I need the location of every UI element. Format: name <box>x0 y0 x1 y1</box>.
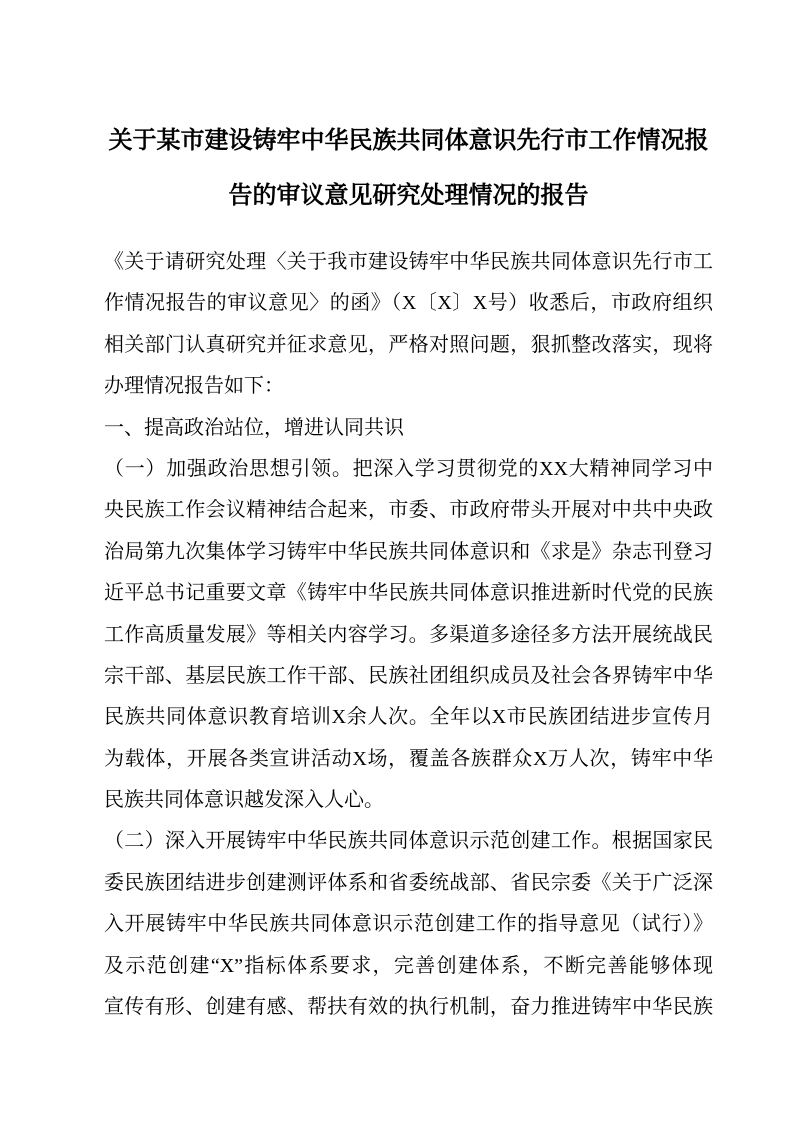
document-title-line-2: 告的审议意见研究处理情况的报告 <box>228 183 589 209</box>
body-line: 及示范创建“X”指标体系要求，完善创建体系，不断完善能够体现 <box>104 954 713 977</box>
document-title <box>104 114 713 224</box>
paragraph-intro <box>104 242 713 408</box>
body-line: 民族共同体意识越发深入人心。 <box>104 789 384 812</box>
body-line: 宣传有形、创建有感、帮扶有效的执行机制，奋力推进铸牢中华民族 <box>104 996 713 1019</box>
body-line: 委民族团结进步创建测评体系和省委统战部、省民宗委《关于广泛深 <box>104 871 713 894</box>
body-line: 治局第九次集体学习铸牢中华民族共同体意识和《求是》杂志刊登习 <box>104 540 713 563</box>
body-line: 工作高质量发展》等相关内容学习。多渠道多途径多方法开展统战民 <box>104 623 713 646</box>
body-line: 一、提高政治站位，增进认同共识 <box>104 416 404 439</box>
body-line: 为载体，开展各类宣讲活动X场，覆盖各族群众X万人次，铸牢中华 <box>104 747 713 770</box>
body-line: 近平总书记重要文章《铸牢中华民族共同体意识推进新时代党的民族 <box>104 582 713 605</box>
body-line: 《关于请研究处理〈关于我市建设铸牢中华民族共同体意识先行市工 <box>104 251 713 273</box>
body-line: 办理情况报告如下： <box>104 375 284 398</box>
body-line: 宗干部、基层民族工作干部、民族社团组织成员及社会各界铸牢中华 <box>104 664 713 687</box>
body-line: 入开展铸牢中华民族共同体意识示范创建工作的指导意见（试行）》 <box>104 913 713 936</box>
paragraph-item-2 <box>104 821 713 1028</box>
paragraph-section-1-heading <box>104 408 713 449</box>
paragraph-item-1 <box>104 449 713 822</box>
body-line: 相关部门认真研究并征求意见，严格对照问题，狠抓整改落实，现将 <box>104 333 713 356</box>
body-line: 央民族工作会议精神结合起来，市委、市政府带头开展对中共中央政 <box>104 499 713 522</box>
body-line: （一）加强政治思想引领。把深入学习贯彻党的XX大精神同学习中 <box>104 457 713 480</box>
document-body <box>104 242 713 1028</box>
body-line: 作情况报告的审议意见〉的函》（X〔X〕X号）收悉后，市政府组织 <box>104 292 713 315</box>
body-line: （二）深入开展铸牢中华民族共同体意识示范创建工作。根据国家民 <box>104 830 713 853</box>
document-title-line-1: 关于某市建设铸牢中华民族共同体意识先行市工作情况报 <box>108 128 709 154</box>
body-line: 民族共同体意识教育培训X余人次。全年以X市民族团结进步宣传月 <box>104 706 713 729</box>
